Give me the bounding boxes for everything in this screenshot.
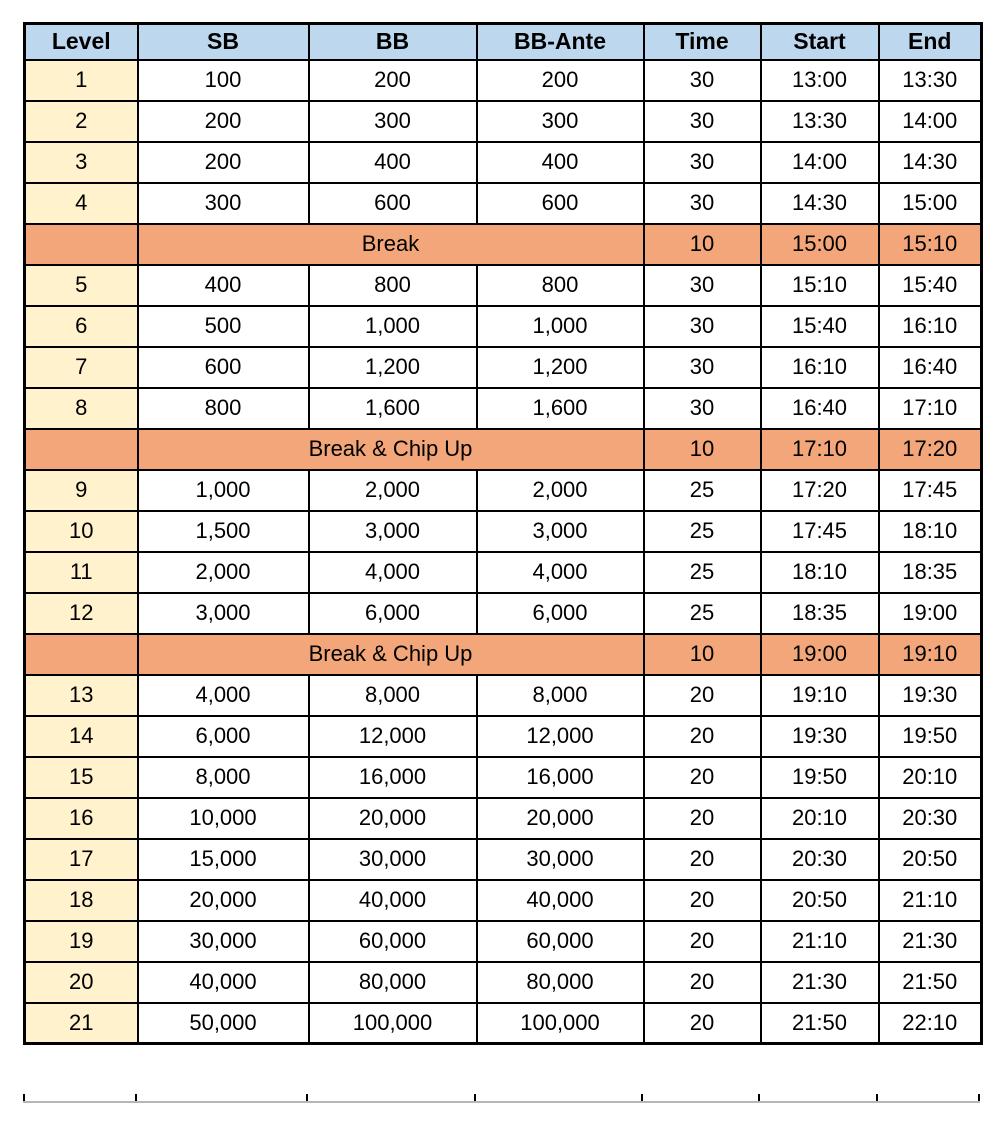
break-label-cell: Break & Chip Up	[138, 634, 644, 675]
time-cell: 30	[644, 142, 761, 183]
sb-cell: 3,000	[138, 593, 309, 634]
bb-ante-cell: 30,000	[477, 839, 644, 880]
sb-cell: 10,000	[138, 798, 309, 839]
bb-cell: 200	[309, 60, 477, 101]
time-cell: 20	[644, 921, 761, 962]
break-row	[25, 429, 982, 470]
start-cell: 16:10	[761, 347, 879, 388]
header-end: End	[879, 24, 982, 60]
start-cell: 19:50	[761, 757, 879, 798]
sb-cell: 200	[138, 142, 309, 183]
level-row	[25, 511, 982, 552]
bb-ante-cell: 2,000	[477, 470, 644, 511]
level-row	[25, 716, 982, 757]
bb-cell: 80,000	[309, 962, 477, 1003]
time-cell: 20	[644, 716, 761, 757]
cutoff-stub	[306, 1094, 308, 1101]
bb-ante-cell: 100,000	[477, 1003, 644, 1044]
time-cell: 25	[644, 593, 761, 634]
end-cell: 14:00	[879, 101, 982, 142]
level-row	[25, 798, 982, 839]
level-row	[25, 347, 982, 388]
bb-ante-cell: 300	[477, 101, 644, 142]
start-cell: 19:10	[761, 675, 879, 716]
time-cell: 20	[644, 1003, 761, 1044]
level-cell: 12	[25, 593, 138, 634]
bb-ante-cell: 1,200	[477, 347, 644, 388]
start-cell: 13:30	[761, 101, 879, 142]
time-cell: 30	[644, 306, 761, 347]
bb-cell: 100,000	[309, 1003, 477, 1044]
sb-cell: 600	[138, 347, 309, 388]
header-bb: BB	[309, 24, 477, 60]
cutoff-stub	[876, 1094, 878, 1101]
level-row	[25, 675, 982, 716]
bb-cell: 12,000	[309, 716, 477, 757]
break-row	[25, 634, 982, 675]
level-cell: 16	[25, 798, 138, 839]
bb-cell: 300	[309, 101, 477, 142]
start-cell: 14:30	[761, 183, 879, 224]
level-row	[25, 470, 982, 511]
bb-ante-cell: 4,000	[477, 552, 644, 593]
time-cell: 20	[644, 962, 761, 1003]
bb-cell: 20,000	[309, 798, 477, 839]
level-row	[25, 839, 982, 880]
table-header	[25, 24, 982, 60]
cutoff-stub	[978, 1094, 980, 1101]
blind-structure-table	[23, 22, 983, 1045]
level-row	[25, 921, 982, 962]
bb-cell: 8,000	[309, 675, 477, 716]
bb-cell: 400	[309, 142, 477, 183]
break-end-cell: 19:10	[879, 634, 982, 675]
level-row	[25, 101, 982, 142]
time-cell: 30	[644, 347, 761, 388]
bb-ante-cell: 80,000	[477, 962, 644, 1003]
bb-ante-cell: 400	[477, 142, 644, 183]
time-cell: 25	[644, 470, 761, 511]
start-cell: 19:30	[761, 716, 879, 757]
level-cell: 4	[25, 183, 138, 224]
bb-cell: 600	[309, 183, 477, 224]
bb-cell: 1,600	[309, 388, 477, 429]
level-cell: 21	[25, 1003, 138, 1044]
start-cell: 21:50	[761, 1003, 879, 1044]
break-time-cell: 10	[644, 224, 761, 265]
sb-cell: 2,000	[138, 552, 309, 593]
end-cell: 20:10	[879, 757, 982, 798]
break-time-cell: 10	[644, 634, 761, 675]
level-cell: 10	[25, 511, 138, 552]
start-cell: 21:30	[761, 962, 879, 1003]
time-cell: 20	[644, 757, 761, 798]
sb-cell: 100	[138, 60, 309, 101]
sb-cell: 400	[138, 265, 309, 306]
level-cell: 2	[25, 101, 138, 142]
start-cell: 13:00	[761, 60, 879, 101]
start-cell: 21:10	[761, 921, 879, 962]
time-cell: 20	[644, 839, 761, 880]
sb-cell: 50,000	[138, 1003, 309, 1044]
start-cell: 14:00	[761, 142, 879, 183]
header-time: Time	[644, 24, 761, 60]
bb-ante-cell: 1,000	[477, 306, 644, 347]
end-cell: 19:00	[879, 593, 982, 634]
cutoff-stub	[474, 1094, 476, 1101]
end-cell: 16:10	[879, 306, 982, 347]
level-row	[25, 60, 982, 101]
bb-cell: 16,000	[309, 757, 477, 798]
start-cell: 15:40	[761, 306, 879, 347]
end-cell: 13:30	[879, 60, 982, 101]
time-cell: 30	[644, 101, 761, 142]
bb-ante-cell: 40,000	[477, 880, 644, 921]
level-cell: 15	[25, 757, 138, 798]
start-cell: 20:50	[761, 880, 879, 921]
sb-cell: 1,500	[138, 511, 309, 552]
end-cell: 15:40	[879, 265, 982, 306]
time-cell: 30	[644, 388, 761, 429]
bb-cell: 60,000	[309, 921, 477, 962]
end-cell: 16:40	[879, 347, 982, 388]
level-cell: 11	[25, 552, 138, 593]
start-cell: 18:35	[761, 593, 879, 634]
bb-cell: 6,000	[309, 593, 477, 634]
end-cell: 21:30	[879, 921, 982, 962]
break-label-cell: Break	[138, 224, 644, 265]
level-row	[25, 757, 982, 798]
sb-cell: 1,000	[138, 470, 309, 511]
sb-cell: 15,000	[138, 839, 309, 880]
level-row	[25, 388, 982, 429]
header-row	[25, 24, 982, 60]
level-cell: 5	[25, 265, 138, 306]
bb-ante-cell: 16,000	[477, 757, 644, 798]
level-row	[25, 265, 982, 306]
start-cell: 20:30	[761, 839, 879, 880]
level-cell: 1	[25, 60, 138, 101]
bb-ante-cell: 6,000	[477, 593, 644, 634]
start-cell: 18:10	[761, 552, 879, 593]
level-cell: 20	[25, 962, 138, 1003]
end-cell: 18:35	[879, 552, 982, 593]
bb-ante-cell: 1,600	[477, 388, 644, 429]
level-cell: 18	[25, 880, 138, 921]
header-start: Start	[761, 24, 879, 60]
time-cell: 30	[644, 60, 761, 101]
sb-cell: 4,000	[138, 675, 309, 716]
end-cell: 17:45	[879, 470, 982, 511]
level-cell: 19	[25, 921, 138, 962]
bb-ante-cell: 200	[477, 60, 644, 101]
bb-ante-cell: 20,000	[477, 798, 644, 839]
end-cell: 20:50	[879, 839, 982, 880]
break-level-cell	[25, 634, 138, 675]
break-row	[25, 224, 982, 265]
break-label-cell: Break & Chip Up	[138, 429, 644, 470]
level-row	[25, 880, 982, 921]
end-cell: 17:10	[879, 388, 982, 429]
time-cell: 20	[644, 675, 761, 716]
end-cell: 15:00	[879, 183, 982, 224]
level-row	[25, 552, 982, 593]
end-cell: 18:10	[879, 511, 982, 552]
end-cell: 19:30	[879, 675, 982, 716]
end-cell: 22:10	[879, 1003, 982, 1044]
start-cell: 15:10	[761, 265, 879, 306]
level-cell: 8	[25, 388, 138, 429]
end-cell: 21:50	[879, 962, 982, 1003]
level-cell: 14	[25, 716, 138, 757]
level-cell: 13	[25, 675, 138, 716]
start-cell: 17:20	[761, 470, 879, 511]
level-cell: 17	[25, 839, 138, 880]
sb-cell: 8,000	[138, 757, 309, 798]
table-body	[25, 60, 982, 1044]
bb-ante-cell: 12,000	[477, 716, 644, 757]
break-level-cell	[25, 224, 138, 265]
break-start-cell: 15:00	[761, 224, 879, 265]
break-start-cell: 17:10	[761, 429, 879, 470]
end-cell: 19:50	[879, 716, 982, 757]
cutoff-stub	[758, 1094, 760, 1101]
sb-cell: 500	[138, 306, 309, 347]
cutoff-stub	[135, 1094, 137, 1101]
break-end-cell: 17:20	[879, 429, 982, 470]
start-cell: 17:45	[761, 511, 879, 552]
bb-ante-cell: 60,000	[477, 921, 644, 962]
bb-ante-cell: 800	[477, 265, 644, 306]
cutoff-line	[23, 1101, 980, 1103]
bb-ante-cell: 8,000	[477, 675, 644, 716]
start-cell: 20:10	[761, 798, 879, 839]
break-time-cell: 10	[644, 429, 761, 470]
level-cell: 9	[25, 470, 138, 511]
level-row	[25, 142, 982, 183]
end-cell: 20:30	[879, 798, 982, 839]
bb-cell: 800	[309, 265, 477, 306]
cutoff-stub	[23, 1094, 25, 1101]
bb-ante-cell: 600	[477, 183, 644, 224]
bb-cell: 3,000	[309, 511, 477, 552]
bb-cell: 1,000	[309, 306, 477, 347]
header-level: Level	[25, 24, 138, 60]
header-bb-ante: BB-Ante	[477, 24, 644, 60]
sb-cell: 200	[138, 101, 309, 142]
sb-cell: 40,000	[138, 962, 309, 1003]
end-cell: 14:30	[879, 142, 982, 183]
end-cell: 21:10	[879, 880, 982, 921]
sb-cell: 6,000	[138, 716, 309, 757]
time-cell: 25	[644, 552, 761, 593]
time-cell: 25	[644, 511, 761, 552]
break-end-cell: 15:10	[879, 224, 982, 265]
level-cell: 7	[25, 347, 138, 388]
break-start-cell: 19:00	[761, 634, 879, 675]
bb-cell: 2,000	[309, 470, 477, 511]
bb-cell: 1,200	[309, 347, 477, 388]
sb-cell: 800	[138, 388, 309, 429]
time-cell: 30	[644, 265, 761, 306]
break-level-cell	[25, 429, 138, 470]
sb-cell: 20,000	[138, 880, 309, 921]
cutoff-stub	[641, 1094, 643, 1101]
time-cell: 20	[644, 880, 761, 921]
level-cell: 3	[25, 142, 138, 183]
time-cell: 20	[644, 798, 761, 839]
sb-cell: 300	[138, 183, 309, 224]
header-sb: SB	[138, 24, 309, 60]
start-cell: 16:40	[761, 388, 879, 429]
bb-ante-cell: 3,000	[477, 511, 644, 552]
bb-cell: 30,000	[309, 839, 477, 880]
sb-cell: 30,000	[138, 921, 309, 962]
level-row	[25, 962, 982, 1003]
bb-cell: 4,000	[309, 552, 477, 593]
level-row	[25, 183, 982, 224]
level-row	[25, 1003, 982, 1044]
table-cutoff-remnant	[23, 1094, 980, 1103]
level-row	[25, 593, 982, 634]
level-cell: 6	[25, 306, 138, 347]
bb-cell: 40,000	[309, 880, 477, 921]
level-row	[25, 306, 982, 347]
time-cell: 30	[644, 183, 761, 224]
